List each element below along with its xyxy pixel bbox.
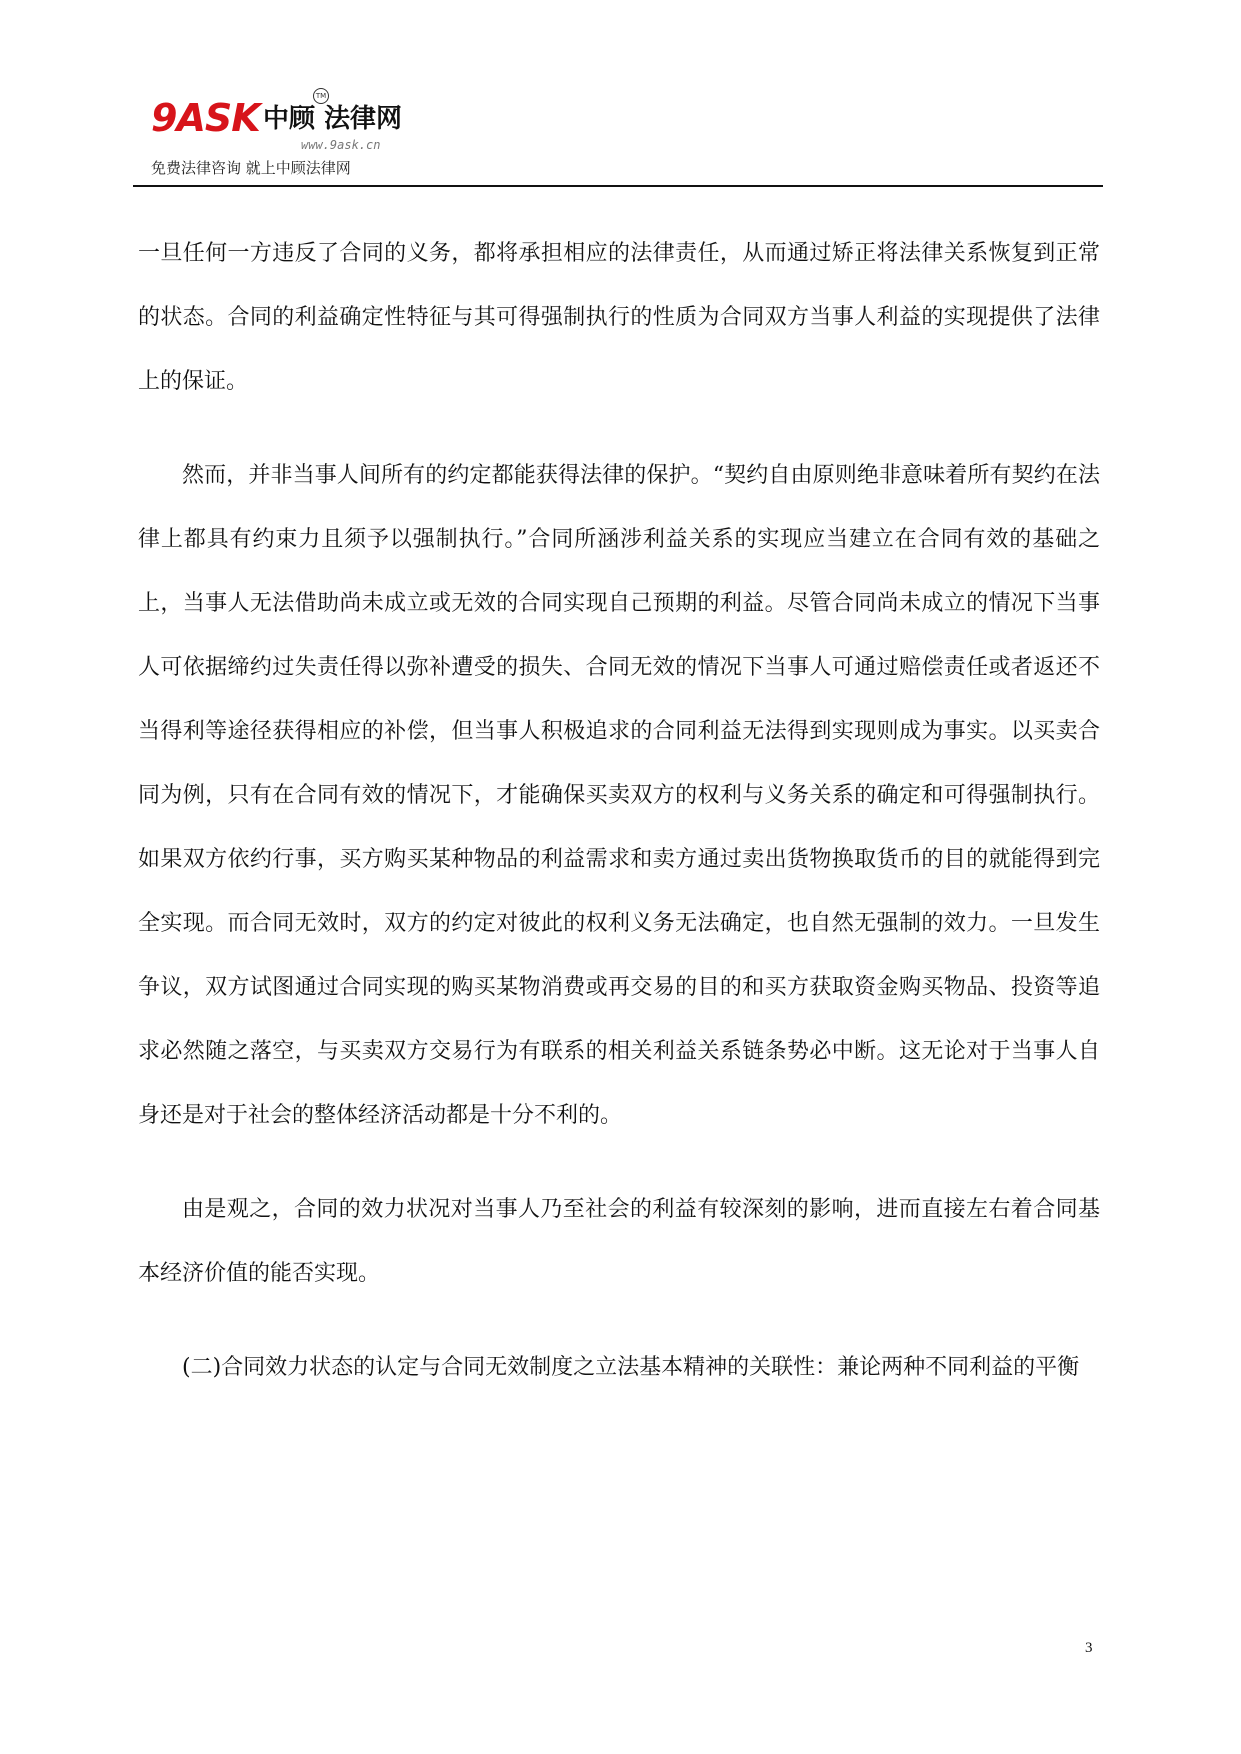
page-header [133,90,1103,185]
paragraph: 然而，并非当事人间所有的约定都能获得法律的保护。“契约自由原则绝非意味着所有契约在法律上都具有约束力且须予以强制执行。”合同所涵涉利益关系的实现应当建立在合同有效的基础之上，当事人无法借助尚未成立或无效的合同实现自己预期的利益。尽管合同尚未成立的情况下当事人可依据缔约过失责任得以弥补遭受的损失、合同无效的情况下当事人可通过赔偿责任或者返还不当得利等途径获得相应的补偿，但当事人积极追求的合同利益无法得到实现则成为事实。以买卖合同为例，只有在合同有效的情况下，才能确保买卖双方的权利与义务关系的确定和可得强制执行。如果双方依约行事，买方购买某种物品的利益需求和卖方通过卖出货物换取货币的目的就能得到完全实现。而合同无效时，双方的约定对彼此的权利义务无法确定，也自然无强制的效力。一旦发生争议，双方试图通过合同实现的购买某物消费或再交易的目的和买方获取资金购买物品、投资等追求必然随之落空，与买卖双方交易行为有联系的相关利益关系链条势必中断。这无论对于当事人自身还是对于社会的整体经济活动都是十分不利的。 [138,463,1100,1128]
document-body [138,222,1100,1400]
section-heading: (二)合同效力状态的认定与合同无效制度之立法基本精神的关联性：兼论两种不同利益的平衡 [182,1355,1080,1380]
logo-slogan: 免费法律咨询 就上中顾法律网 [151,159,351,177]
site-logo [151,92,411,188]
paragraph: 由是观之，合同的效力状况对当事人乃至社会的利益有较深刻的影响，进而直接左右着合同基本经济价值的能否实现。 [138,1197,1100,1286]
trademark-icon: TM [313,88,329,104]
paragraph: 一旦任何一方违反了合同的义务，都将承担相应的法律责任，从而通过矫正将法律关系恢复到正常的状态。合同的利益确定性特征与其可得强制执行的性质为合同双方当事人利益的实现提供了法律上的保证。 [138,241,1100,394]
logo-url: www.9ask.cn [301,138,381,152]
logo-brand-name: 中顾 法律网 [263,104,403,134]
header-divider [133,185,1103,187]
logo-mark: 9ASK [151,96,260,140]
page-number: 3 [1085,1640,1093,1656]
